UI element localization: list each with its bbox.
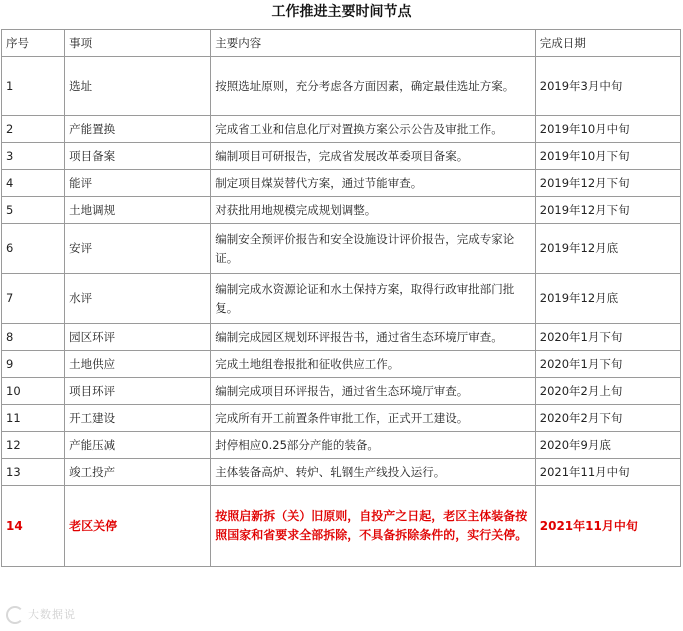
cell-no: 13 xyxy=(2,459,65,486)
table-row xyxy=(2,274,681,324)
table-row xyxy=(2,170,681,197)
cell-item: 竣工投产 xyxy=(65,459,211,486)
cell-item: 能评 xyxy=(65,170,211,197)
cell-date: 2019年12月底 xyxy=(535,224,680,274)
cell-content: 编制完成项目环评报告，通过省生态环境厅审查。 xyxy=(211,378,535,405)
cell-content: 完成省工业和信息化厅对置换方案公示公告及审批工作。 xyxy=(211,116,535,143)
table-row-highlighted xyxy=(2,486,681,567)
table-row xyxy=(2,432,681,459)
cell-date: 2020年1月下旬 xyxy=(535,324,680,351)
header-item: 事项 xyxy=(65,30,211,57)
table-row xyxy=(2,351,681,378)
cell-item: 产能压减 xyxy=(65,432,211,459)
cell-date: 2020年2月上旬 xyxy=(535,378,680,405)
cell-date: 2019年10月下旬 xyxy=(535,143,680,170)
table-row xyxy=(2,378,681,405)
cell-no: 12 xyxy=(2,432,65,459)
cell-date: 2019年12月下旬 xyxy=(535,197,680,224)
milestone-table xyxy=(1,29,681,567)
cell-item: 安评 xyxy=(65,224,211,274)
cell-no: 2 xyxy=(2,116,65,143)
cell-content: 编制项目可研报告，完成省发展改革委项目备案。 xyxy=(211,143,535,170)
watermark-text: 大数据说 xyxy=(28,608,76,621)
cell-item: 选址 xyxy=(65,57,211,116)
header-content: 主要内容 xyxy=(211,30,535,57)
page-title: 工作推进主要时间节点 xyxy=(271,4,412,20)
cell-no: 14 xyxy=(2,486,65,567)
table-row xyxy=(2,197,681,224)
header-no: 序号 xyxy=(2,30,65,57)
cell-content: 编制安全预评价报告和安全设施设计评价报告，完成专家论证。 xyxy=(211,224,535,274)
cell-no: 4 xyxy=(2,170,65,197)
cell-date: 2019年12月底 xyxy=(535,274,680,324)
table-row xyxy=(2,224,681,274)
cell-date: 2020年1月下旬 xyxy=(535,351,680,378)
cell-item: 水评 xyxy=(65,274,211,324)
cell-content: 主体装备高炉、转炉、轧钢生产线投入运行。 xyxy=(211,459,535,486)
watermark xyxy=(6,606,76,624)
cell-date: 2019年12月下旬 xyxy=(535,170,680,197)
cell-item: 项目环评 xyxy=(65,378,211,405)
cell-content: 按照选址原则，充分考虑各方面因素，确定最佳选址方案。 xyxy=(211,57,535,116)
cell-no: 3 xyxy=(2,143,65,170)
cell-content: 编制完成园区规划环评报告书，通过省生态环境厅审查。 xyxy=(211,324,535,351)
cell-item: 产能置换 xyxy=(65,116,211,143)
watermark-logo-icon xyxy=(6,606,24,624)
cell-content: 完成土地组卷报批和征收供应工作。 xyxy=(211,351,535,378)
cell-content: 封停相应0.25部分产能的装备。 xyxy=(211,432,535,459)
cell-no: 7 xyxy=(2,274,65,324)
cell-content: 制定项目煤炭替代方案，通过节能审查。 xyxy=(211,170,535,197)
table-row xyxy=(2,57,681,116)
table-row xyxy=(2,143,681,170)
table-row xyxy=(2,324,681,351)
cell-item: 土地调规 xyxy=(65,197,211,224)
cell-date: 2021年11月中旬 xyxy=(535,486,680,567)
cell-no: 8 xyxy=(2,324,65,351)
cell-content: 按照启新拆（关）旧原则，自投产之日起，老区主体装备按照国家和省要求全部拆除，不具备拆除条件的，实行关停。 xyxy=(211,486,535,567)
cell-date: 2019年3月中旬 xyxy=(535,57,680,116)
cell-no: 10 xyxy=(2,378,65,405)
cell-content: 对获批用地规模完成规划调整。 xyxy=(211,197,535,224)
cell-date: 2020年2月下旬 xyxy=(535,405,680,432)
cell-date: 2021年11月中旬 xyxy=(535,459,680,486)
table-header-row xyxy=(2,30,681,57)
cell-item: 土地供应 xyxy=(65,351,211,378)
cell-no: 6 xyxy=(2,224,65,274)
header-date: 完成日期 xyxy=(535,30,680,57)
table-row xyxy=(2,116,681,143)
cell-item: 项目备案 xyxy=(65,143,211,170)
cell-no: 9 xyxy=(2,351,65,378)
cell-item: 老区关停 xyxy=(65,486,211,567)
cell-content: 编制完成水资源论证和水土保持方案，取得行政审批部门批复。 xyxy=(211,274,535,324)
cell-no: 11 xyxy=(2,405,65,432)
cell-date: 2019年10月中旬 xyxy=(535,116,680,143)
cell-no: 5 xyxy=(2,197,65,224)
cell-item: 园区环评 xyxy=(65,324,211,351)
cell-item: 开工建设 xyxy=(65,405,211,432)
table-row xyxy=(2,459,681,486)
table-row xyxy=(2,405,681,432)
cell-no: 1 xyxy=(2,57,65,116)
cell-date: 2020年9月底 xyxy=(535,432,680,459)
cell-content: 完成所有开工前置条件审批工作，正式开工建设。 xyxy=(211,405,535,432)
